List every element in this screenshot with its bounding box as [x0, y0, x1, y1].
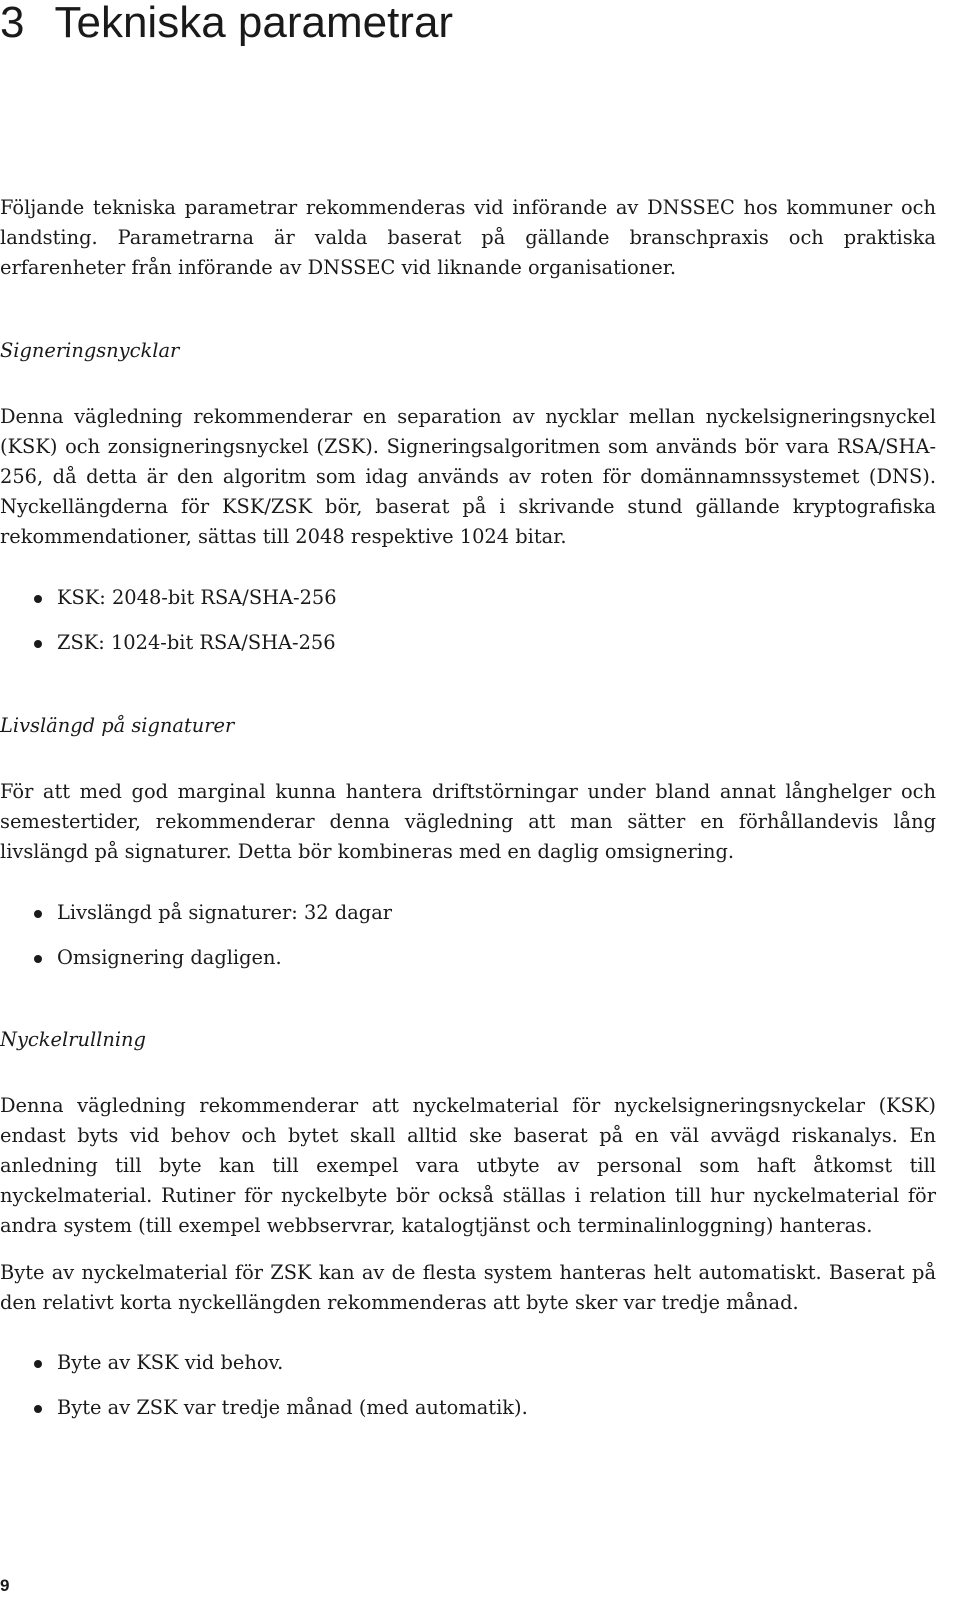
- list-item: [0, 628, 337, 673]
- list-item: [0, 943, 392, 988]
- bullet-icon: [34, 1405, 42, 1413]
- chapter-title-text: Tekniska parametrar: [54, 0, 454, 47]
- bullet-icon: [34, 955, 42, 963]
- section-heading-signeringsnycklar: Signeringsnycklar: [0, 339, 180, 362]
- bullet-list-keys: [0, 583, 337, 673]
- page-number: 9: [0, 1576, 10, 1595]
- list-item-text: Byte av ZSK var tredje månad (med automatik).: [57, 1396, 528, 1419]
- bullet-icon: [34, 910, 42, 918]
- bullet-icon: [34, 640, 42, 648]
- list-item: [0, 1393, 528, 1438]
- bullet-icon: [34, 595, 42, 603]
- chapter-number: 3: [0, 0, 25, 47]
- section-heading-nyckelrullning: Nyckelrullning: [0, 1028, 146, 1051]
- list-item: [0, 1348, 528, 1393]
- section-paragraph: Denna vägledning rekommenderar att nyckelmaterial för nyckelsigneringsnyckelar (KSK) endast byts vid behov och bytet skall alltid ske baserat på en väl avvägd riskanalys. En anledning till byte kan till exempel vara utbyte av personal som haft åtkomst till nyckelmaterial. Rutiner för nyckelbyte bör också ställas i relation till hur nyckelmaterial för andra system (till exempel webbservrar, katalogtjänst och terminalinloggning) hanteras.: [0, 1094, 936, 1237]
- list-item-text: ZSK: 1024-bit RSA/SHA-256: [57, 631, 336, 654]
- list-item-text: Omsignering dagligen.: [57, 946, 282, 969]
- list-item-text: Byte av KSK vid behov.: [57, 1351, 284, 1374]
- bullet-list-signatures: [0, 898, 392, 988]
- list-item: [0, 898, 392, 943]
- intro-paragraph: Följande tekniska parametrar rekommenderas vid införande av DNSSEC hos kommuner och landsting. Parametrarna är valda baserat på gällande branschpraxis och praktiska erfarenheter från införande av DNSSEC vid liknande organisationer.: [0, 196, 936, 279]
- section-paragraph: För att med god marginal kunna hantera driftstörningar under bland annat långhelger och semestertider, rekommenderar denna vägledning att man sätter en förhållandevis lång livslängd på signaturer. Detta bör kombineras med en daglig omsignering.: [0, 780, 936, 863]
- bullet-icon: [34, 1360, 42, 1368]
- section-paragraph: Denna vägledning rekommenderar en separation av nycklar mellan nyckelsigneringsnyckel (KSK) och zonsigneringsnyckel (ZSK). Signeringsalgoritmen som används bör vara RSA/SHA-256, då detta är den algoritm som idag används av roten för domännamnssystemet (DNS). Nyckellängderna för KSK/ZSK bör, baserat på i skrivande stund gällande kryptografiska rekommendationer, sättas till 2048 respektive 1024 bitar.: [0, 405, 936, 548]
- list-item: [0, 583, 337, 628]
- list-item-text: KSK: 2048-bit RSA/SHA-256: [57, 586, 337, 609]
- list-item-text: Livslängd på signaturer: 32 dagar: [57, 901, 393, 924]
- section-paragraph: Byte av nyckelmaterial för ZSK kan av de flesta system hanteras helt automatiskt. Baserat på den relativt korta nyckellängden rekommenderas att byte sker var tredje månad.: [0, 1261, 936, 1314]
- section-heading-livslangd: Livslängd på signaturer: [0, 714, 235, 737]
- bullet-list-rollover: [0, 1348, 528, 1438]
- chapter-title: [0, 0, 453, 46]
